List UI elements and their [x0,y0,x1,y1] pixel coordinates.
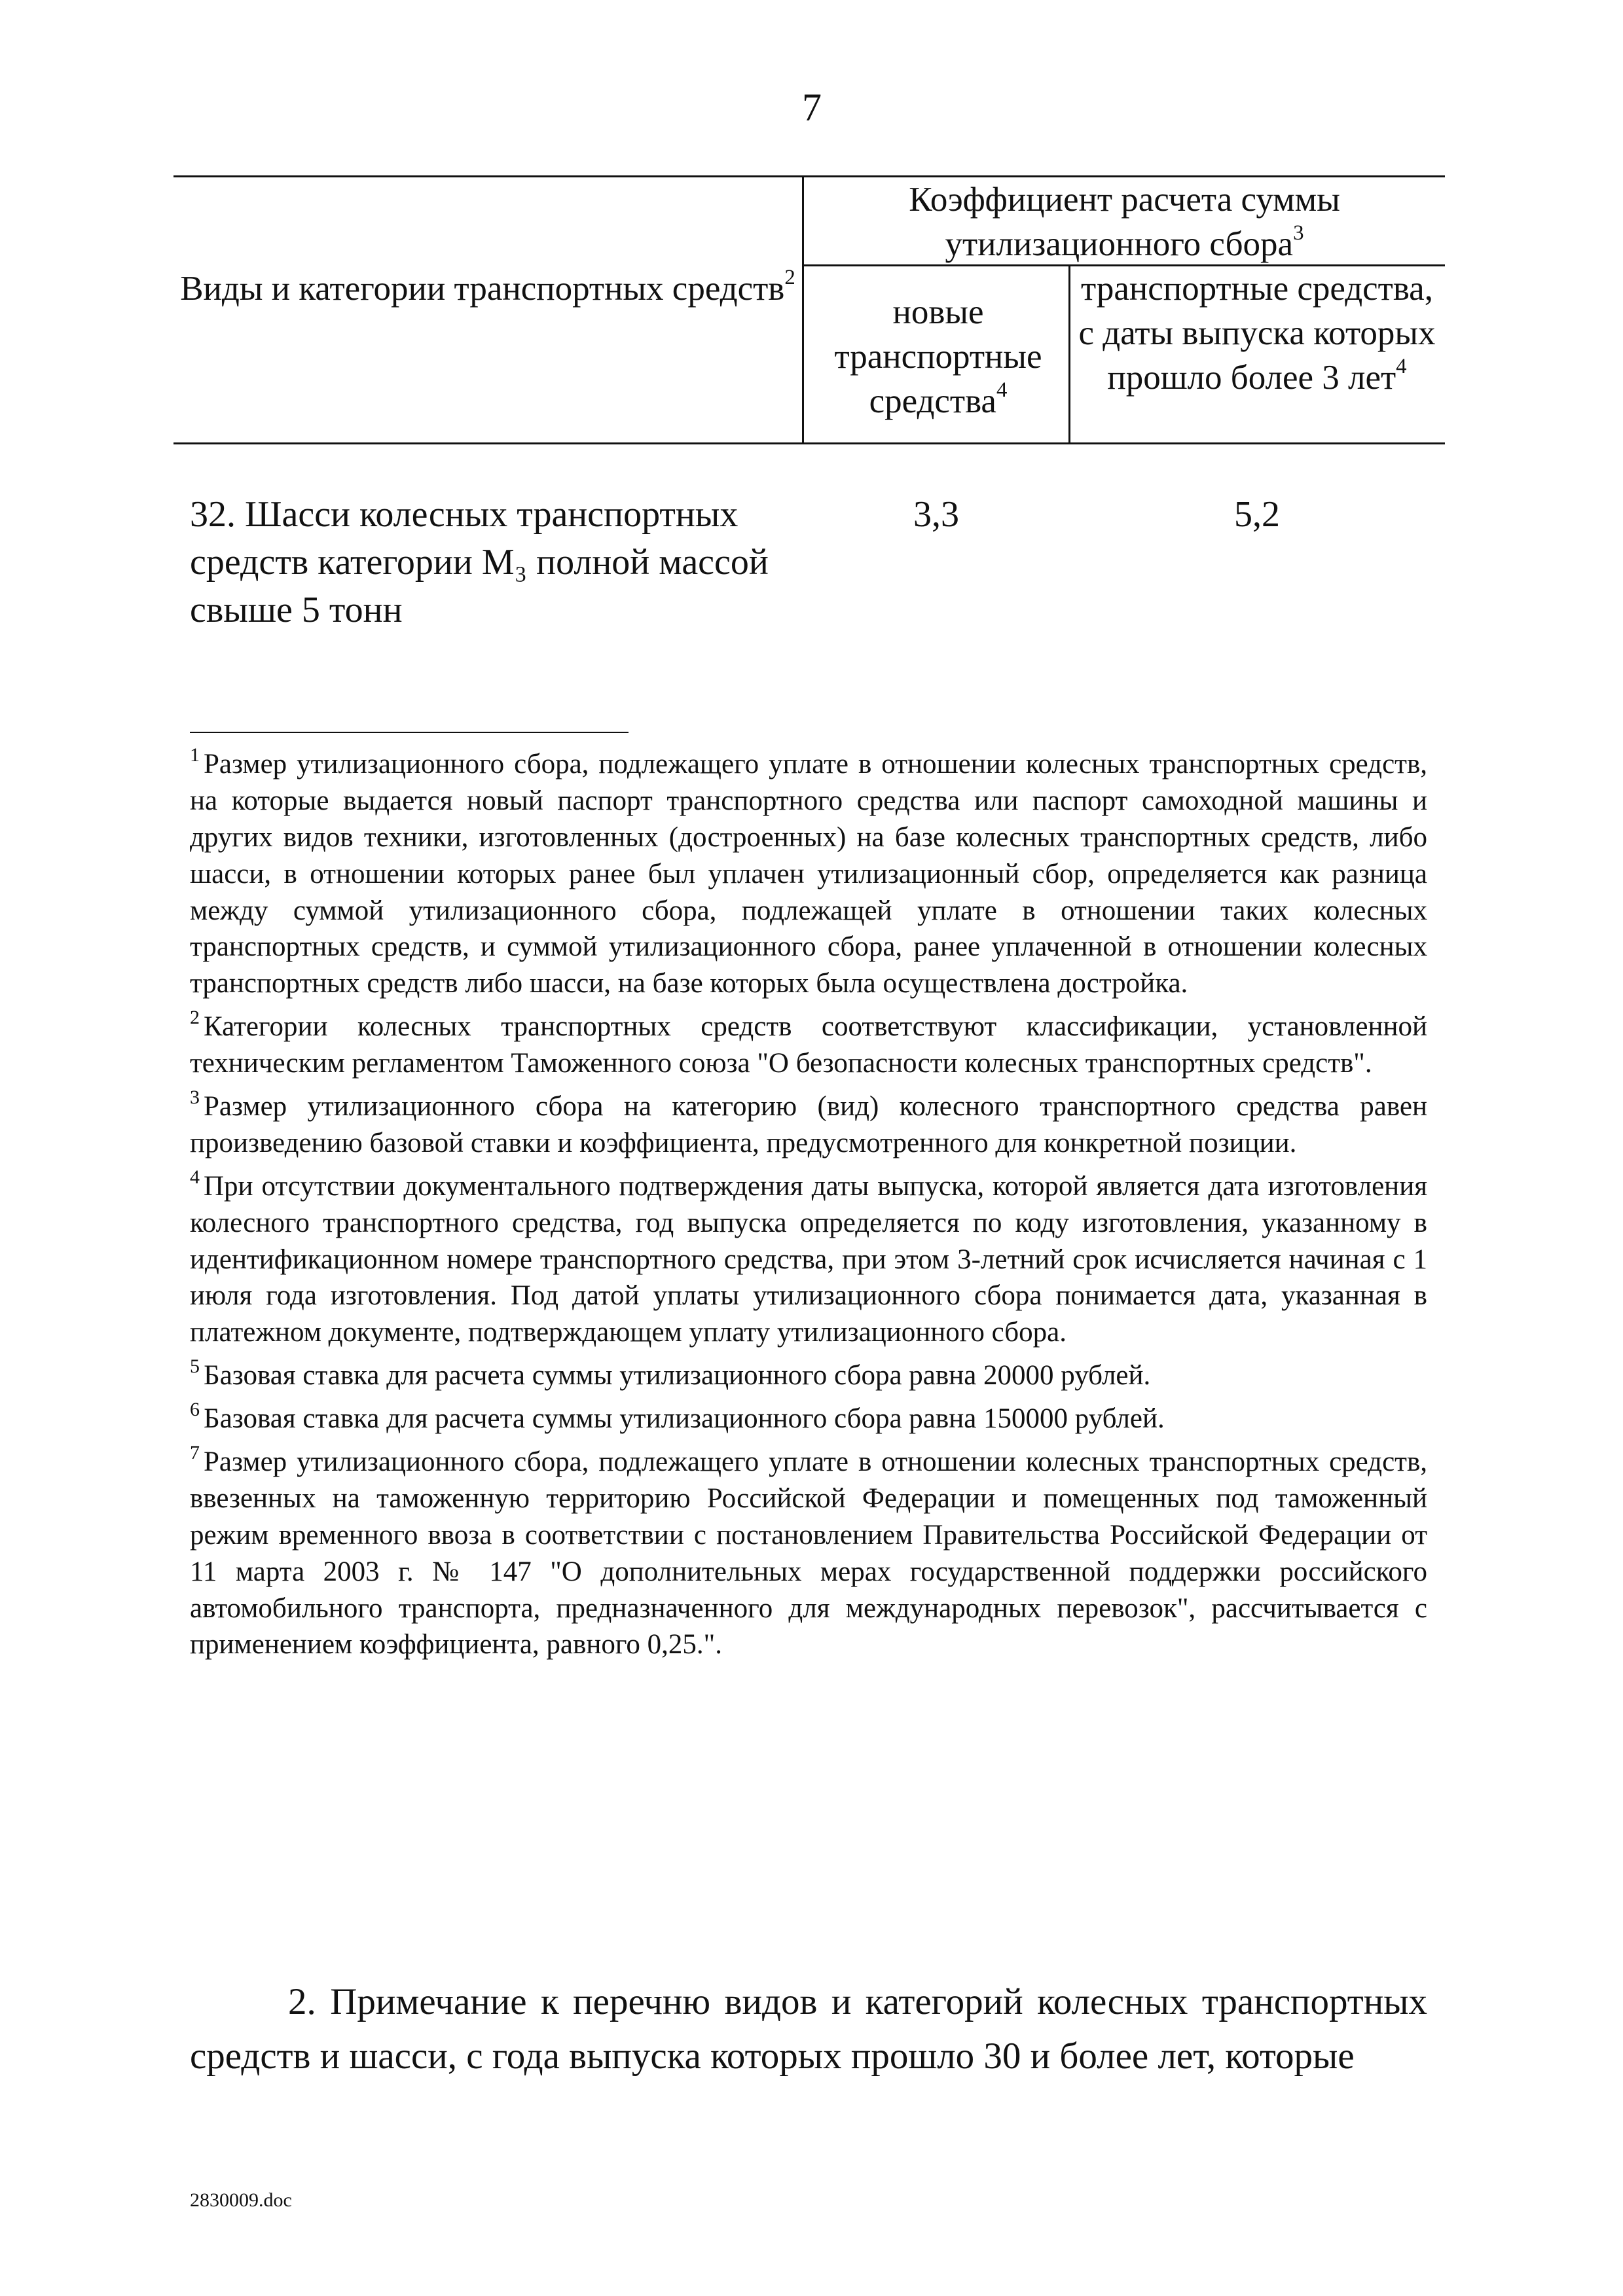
footnote-number: 5 [190,1355,200,1378]
header-col-new-vehicles [811,291,1066,423]
footnote-ref: 4 [1396,355,1407,379]
footnotes [190,746,1427,1670]
footnote-2 [190,1009,1427,1082]
footnote-4 [190,1168,1427,1351]
footnote-text: Размер утилизационного сбора на категорию (вид) колесного транспортного средства равен произведению базовой ставки и коэффициента, предусмотренного для конкретной позиции. [190,1091,1427,1158]
header-coef-group [804,178,1445,267]
footnote-number: 6 [190,1399,200,1421]
footnote-1 [190,746,1427,1002]
header-coef-group-text: Коэффициент расчета суммы утилизационного сбора [909,181,1340,263]
footnote-5 [190,1357,1427,1394]
footnote-text: Базовая ставка для расчета суммы утилизационного сбора равна 150000 рублей. [204,1403,1165,1435]
header-col-old-vehicles-text: транспортные средства, с даты выпуска которых прошло более 3 лет [1078,270,1436,397]
table-header-bottom-rule [173,442,1445,444]
header-col-old-vehicles [1074,267,1440,400]
row-old-coef: 5,2 [1234,494,1280,535]
footnote-text: Размер утилизационного сбора, подлежащего уплате в отношении колесных транспортных средств, ввезенных на таможенную территорию Российской Федерации и помещенных под таможенный режим временного ввоза в соответствии с постановлением Правительства Российской Федерации от 11 марта 2003 г. № 147 "О дополнительных мерах государственной поддержки российского автомобильного транспорта, предназначенного для международных перевозок", рассчитывается с применением коэффициента, равного 0,25.". [190,1446,1427,1660]
row-new-coef: 3,3 [913,494,959,535]
footnote-number: 3 [190,1086,200,1109]
footnote-7 [190,1444,1427,1663]
footnote-text: Размер утилизационного сбора, подлежащего уплате в отношении колесных транспортных средств, на которые выдается новый паспорт транспортного средства или паспорт самоходной машины и других видов техники, изготовленных (достроенных) на базе колесных транспортных средств, либо шасси, в отношении которых ранее был уплачен утилизационный сбор, определяется как разница между суммой утилизационного сбора, подлежащей уплате в отношении таких колесных транспортных средств, и суммой утилизационного сбора, ранее уплаченной в отношении колесных транспортных средств либо шасси, на базе которых была осуществлена достройка. [190,749,1427,999]
section-paragraph: 2. Примечание к перечню видов и категорий колесных транспортных средств и шасси, с года выпуска которых прошло 30 и более лет, которые [190,1981,1427,2077]
footnote-ref: 4 [996,378,1008,403]
col-divider-2 [1068,264,1070,444]
footnote-separator [190,732,629,733]
footnote-number: 1 [190,744,200,766]
header-col-new-vehicles-text: новые транспортные средства [834,293,1042,420]
footnote-number: 4 [190,1166,200,1188]
footnote-text: При отсутствии документального подтверждения даты выпуска, которой является дата изготовления колесного транспортного средства, год выпуска определяется по коду изготовления, указанному в идентификационном номере транспортного средства, при этом 3-летний срок исчисляется начиная с 1 июля года изготовления. Под датой уплаты утилизационного сбора понимается дата, указанная в платежном документе, подтверждающем уплату утилизационного сбора. [190,1170,1427,1348]
footnote-number: 7 [190,1442,200,1464]
footnote-ref: 2 [784,266,795,290]
footnote-text: Категории колесных транспортных средств соответствуют классификации, установленной техническим регламентом Таможенного союза "О безопасности колесных транспортных средств". [190,1011,1427,1079]
table-top-rule [173,175,1445,177]
footnote-3 [190,1088,1427,1162]
header-col-vehicle-type [173,267,802,312]
header-col-vehicle-type-text: Виды и категории транспортных средств [180,270,785,308]
footnote-ref: 3 [1293,221,1304,245]
file-name: 2830009.doc [190,2189,292,2211]
page-number: 7 [802,86,822,129]
footnote-number: 2 [190,1007,200,1029]
footnote-6 [190,1401,1427,1437]
footnote-text: Базовая ставка для расчета суммы утилизационного сбора равна 20000 рублей. [204,1360,1151,1391]
row-vehicle-name: 32. Шасси колесных транспортных средств категории M₃ полной массой свыше 5 тонн [190,494,769,630]
